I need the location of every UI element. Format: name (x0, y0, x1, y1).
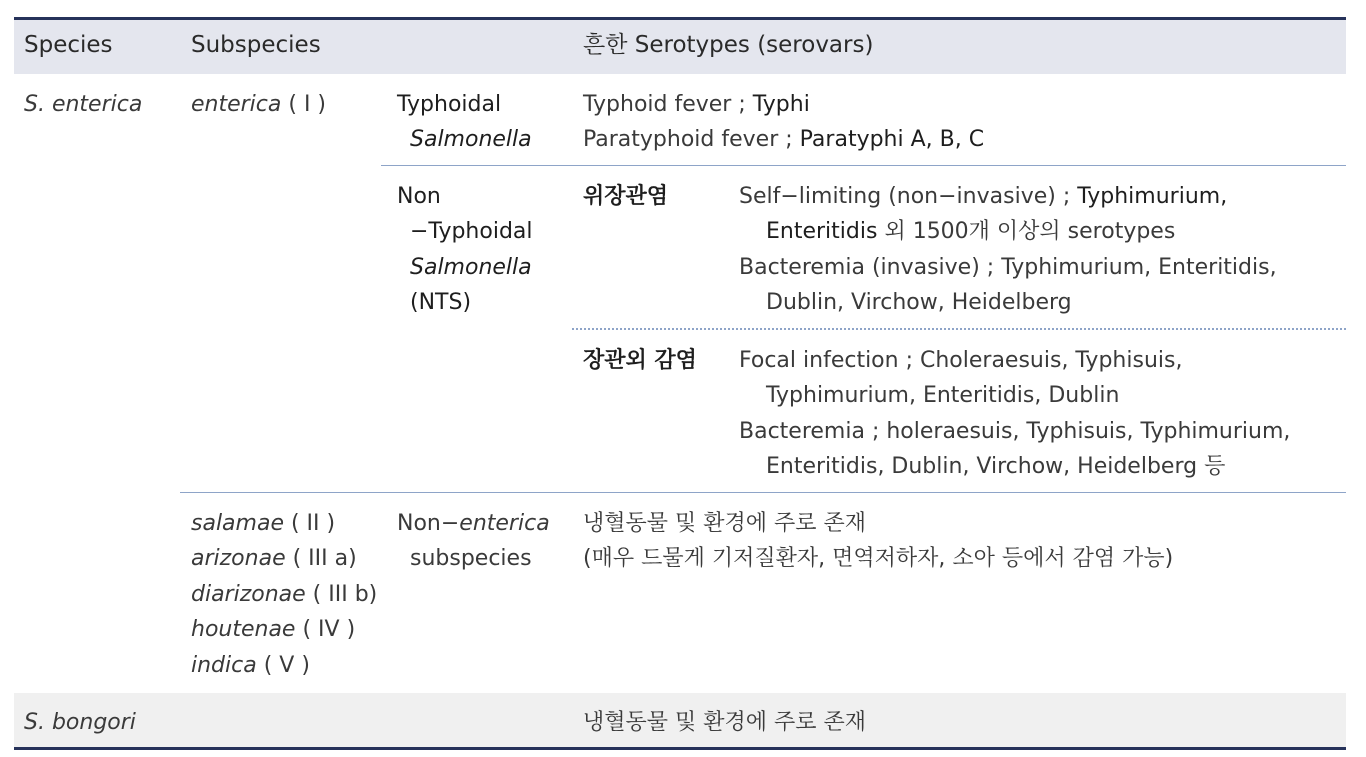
subspecies-item: houtenae ( IV ) (191, 617, 356, 642)
species-bongori: S. bongori (24, 710, 136, 735)
subspecies-item: arizonae ( III a) (191, 546, 357, 571)
category-gastroenteritis: 위장관염 (583, 184, 669, 209)
extra-line-1: Focal infection ; Choleraesuis, Typhisuis, (739, 348, 1183, 373)
divider-typhoidal (381, 165, 1346, 166)
gastro-line-4: Dublin, Virchow, Heidelberg (766, 290, 1072, 315)
gastro-line-3: Bacteremia (invasive) ; Typhimurium, Enteritidis, (739, 255, 1277, 280)
nts-label-1: Non (397, 184, 441, 209)
bongori-desc: 냉혈동물 및 환경에 주로 존재 (583, 710, 866, 735)
header-subspecies: Subspecies (191, 32, 321, 58)
subspecies-enterica: enterica ( I ) (191, 92, 327, 117)
divider-dotted (572, 328, 1346, 330)
non-enterica-label-2: subspecies (410, 546, 532, 571)
subspecies-item: salamae ( II ) (191, 511, 336, 536)
typhoidal-label: Typhoidal (397, 92, 502, 117)
non-enterica-desc-2: (매우 드물게 기저질환자, 면역저하자, 소아 등에서 감염 가능) (583, 546, 1174, 571)
header-serotypes: 흔한 Serotypes (serovars) (583, 32, 874, 58)
non-enterica-label: Non−enterica (397, 511, 550, 536)
gastro-line-1: Self−limiting (non−invasive) ; Typhimurium, (739, 184, 1228, 209)
species-enterica: S. enterica (24, 92, 143, 117)
nts-label-genus: Salmonella (410, 255, 532, 280)
gastro-line-2: Enteritidis 외 1500개 이상의 serotypes (766, 219, 1176, 244)
subspecies-item: diarizonae ( III b) (191, 582, 378, 607)
nts-label-2: −Typhoidal (410, 219, 533, 244)
extra-line-3: Bacteremia ; holeraesuis, Typhisuis, Typhimurium, (739, 419, 1291, 444)
typhoid-fever-line: Typhoid fever ; Typhi (583, 92, 810, 117)
extra-line-4: Enteritidis, Dublin, Virchow, Heidelberg 등 (766, 454, 1226, 479)
category-extraintestinal: 장관외 감염 (583, 348, 697, 373)
header-species: Species (24, 32, 113, 58)
paratyphoid-fever-line: Paratyphoid fever ; Paratyphi A, B, C (583, 127, 985, 152)
nts-label-abbrev: (NTS) (410, 290, 472, 315)
divider-subspecies (180, 492, 1346, 493)
typhoidal-label-genus: Salmonella (410, 127, 532, 152)
non-enterica-desc-1: 냉혈동물 및 환경에 주로 존재 (583, 511, 866, 536)
extra-line-2: Typhimurium, Enteritidis, Dublin (766, 383, 1120, 408)
subspecies-item: indica ( V ) (191, 653, 310, 678)
